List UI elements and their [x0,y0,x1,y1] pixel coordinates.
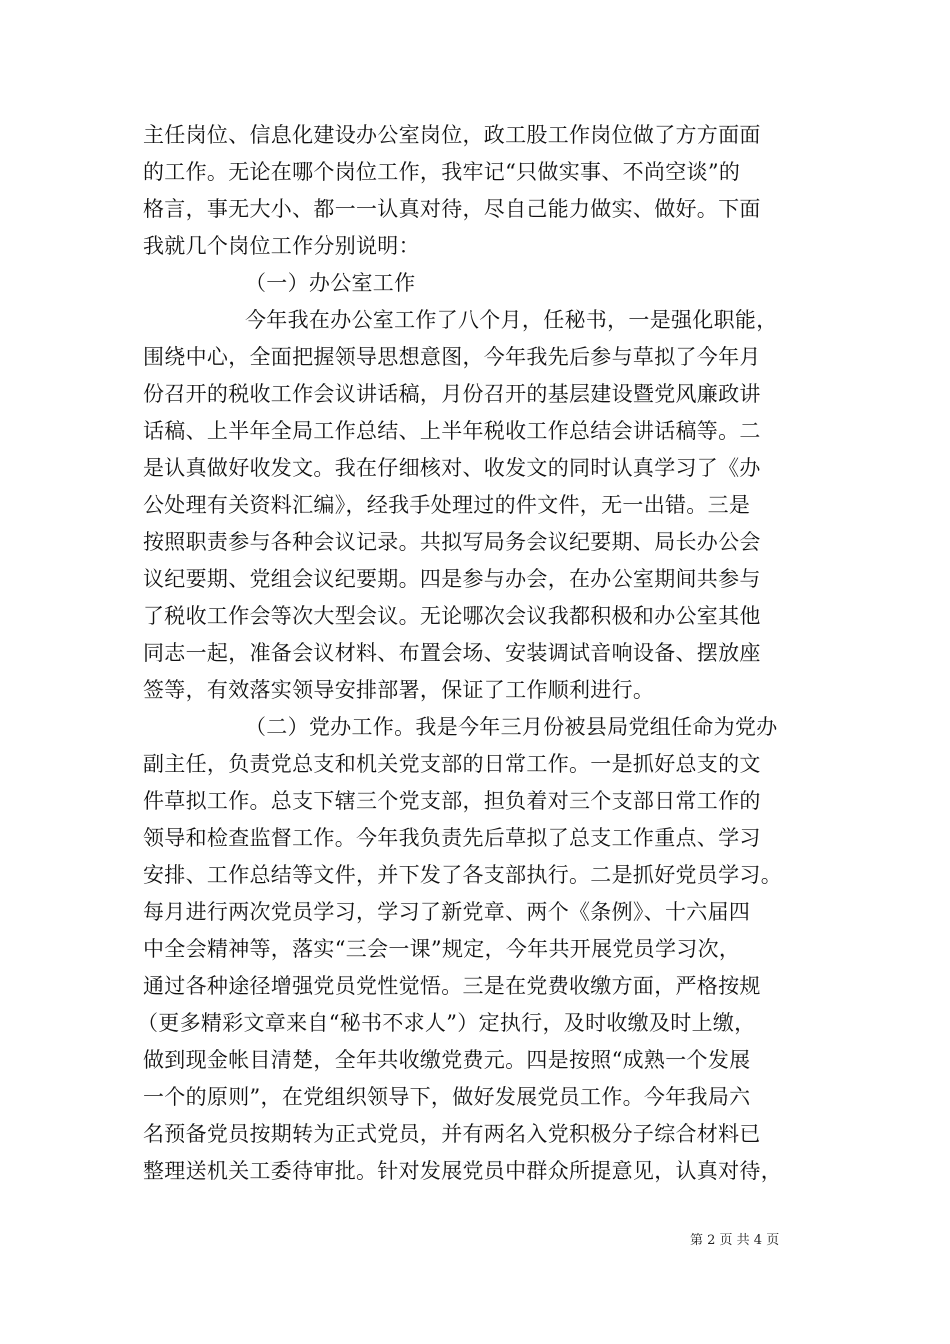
text-line: 同志一起，准备会议材料、布置会场、安装调试音响设备、摆放座 [143,641,761,665]
text-line: 安排、工作总结等文件，并下发了各支部执行。二是抓好党员学习。 [143,863,782,887]
text-line: 件草拟工作。总支下辖三个党支部，担负着对三个支部日常工作的 [143,789,761,813]
text-line: 份召开的税收工作会议讲话稿，月份召开的基层建设暨党风廉政讲 [143,382,761,406]
text-line: 签等，有效落实领导安排部署，保证了工作顺利进行。 [143,678,655,702]
text-line: 公处理有关资料汇编》，经我手处理过的件文件，无一出错。三是 [143,493,751,517]
section-heading: （二）党办工作。我是今年三月份被县局党组任命为党办 [245,715,778,739]
text-line: 名预备党员按期转为正式党员，并有两名入党积极分子综合材料已 [143,1122,761,1146]
text-line: 了税收工作会等次大型会议。无论哪次会议我都积极和办公室其他 [143,604,761,628]
text-line: 每月进行两次党员学习，学习了新党章、两个《条例》、十六届四 [143,900,751,924]
page-number-footer: 第 2 页 共 4 页 [690,1233,780,1248]
text-line: 是认真做好收发文。我在仔细核对、收发文的同时认真学习了《办 [143,456,761,480]
text-line: 做到现金帐目清楚，全年共收缴党费元。四是按照“成熟一个发展 [143,1048,751,1072]
text-line: 今年我在办公室工作了八个月，任秘书，一是强化职能， [245,308,778,332]
text-line: 一个的原则”，在党组织领导下，做好发展党员工作。今年我局六 [143,1085,751,1109]
text-line: （更多精彩文章来自“秘书不求人”）定执行，及时收缴及时上缴， [137,1011,756,1035]
text-line: 议纪要期、党组会议纪要期。四是参与办会，在办公室期间共参与 [143,567,761,591]
text-line: 话稿、上半年全局工作总结、上半年税收工作总结会讲话稿等。二 [143,419,761,443]
text-line: 中全会精神等，落实“三会一课”规定，今年共开展党员学习次， [143,937,741,961]
text-line: 围绕中心，全面把握领导思想意图，今年我先后参与草拟了今年月 [143,345,761,369]
text-line: 的工作。无论在哪个岗位工作，我牢记“只做实事、不尚空谈”的 [143,160,741,184]
section-heading: （一）办公室工作 [245,271,416,295]
text-line: 通过各种途径增强党员党性觉悟。三是在党费收缴方面，严格按规 [143,974,761,998]
text-line: 整理送机关工委待审批。针对发展党员中群众所提意见，认真对待， [143,1159,782,1183]
text-line: 格言，事无大小、都一一认真对待，尽自己能力做实、做好。下面 [143,197,761,221]
text-line: 副主任，负责党总支和机关党支部的日常工作。一是抓好总支的文 [143,752,761,776]
text-line: 主任岗位、信息化建设办公室岗位，政工股工作岗位做了方方面面 [143,123,761,147]
text-line: 领导和检查监督工作。今年我负责先后草拟了总支工作重点、学习 [143,826,761,850]
text-line: 我就几个岗位工作分别说明： [143,234,420,258]
text-line: 按照职责参与各种会议记录。共拟写局务会议纪要期、局长办公会 [143,530,761,554]
